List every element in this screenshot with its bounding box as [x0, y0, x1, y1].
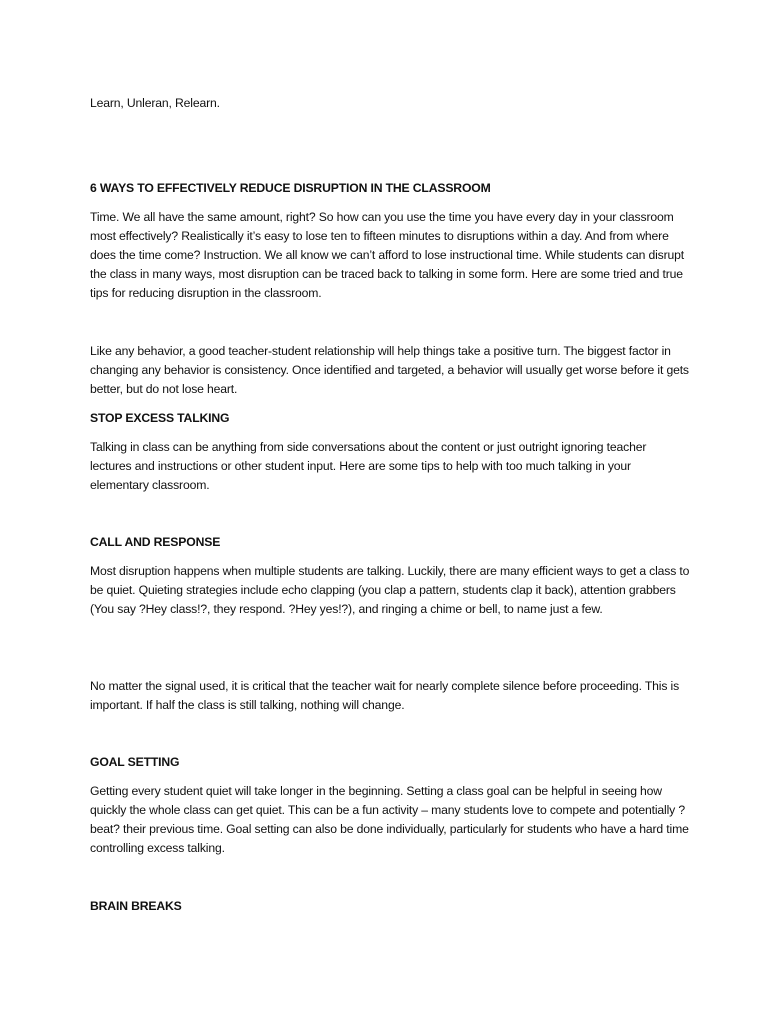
intro-paragraph: Time. We all have the same amount, right? So how can you use the time you have every day in your classroom most effectively? Realistically it’s easy to lose ten to fifteen minutes to disruptions within a day. And from where does the time come? Instruction. We all know we can’t afford to lose instructional time. While students can disrupt the class in many ways, most disruption can be traced back to talking in some form. Here are some tried and true tips for reducing disruption in the classroom.: [90, 210, 684, 300]
goal-setting-paragraph: Getting every student quiet will take longer in the beginning. Setting a class goal can be helpful in seeing how quickly the whole class can get quiet. This can be a fun activity – many students love to compete and potentially ?beat? their previous time. Goal setting can also be done individually, particularly for students who have a hard time controlling excess talking.: [90, 784, 689, 855]
section-heading-goal-setting: GOAL SETTING: [90, 755, 180, 769]
document-title-line: Learn, Unleran, Relearn.: [90, 96, 220, 110]
call-and-response-paragraph-1: Most disruption happens when multiple students are talking. Luckily, there are many efficient ways to get a class to be quiet. Quieting strategies include echo clapping (you clap a pattern, students clap it back), attention grabbers (You say ?Hey class!?, they respond. ?Hey yes!?), and ringing a chime or bell, to name just a few.: [90, 564, 690, 616]
section-heading-brain-breaks: BRAIN BREAKS: [90, 899, 182, 913]
call-and-response-paragraph-2: No matter the signal used, it is critical that the teacher wait for nearly complete silence before proceeding. This is important. If half the class is still talking, nothing will change.: [90, 679, 680, 712]
main-heading: 6 WAYS TO EFFECTIVELY REDUCE DISRUPTION IN THE CLASSROOM: [90, 181, 491, 195]
section-heading-stop-excess-talking: STOP EXCESS TALKING: [90, 411, 230, 425]
stop-excess-talking-paragraph: Talking in class can be anything from side conversations about the content or just outright ignoring teacher lectures and instructions or other student input. Here are some tips to help with too much talking in your elementary classroom.: [90, 440, 647, 492]
section-heading-call-and-response: CALL AND RESPONSE: [90, 535, 221, 549]
relationship-paragraph: Like any behavior, a good teacher-student relationship will help things take a positive turn. The biggest factor in changing any behavior is consistency. Once identified and targeted, a behavior will usually get worse before it gets better, but do not lose heart.: [90, 344, 689, 396]
